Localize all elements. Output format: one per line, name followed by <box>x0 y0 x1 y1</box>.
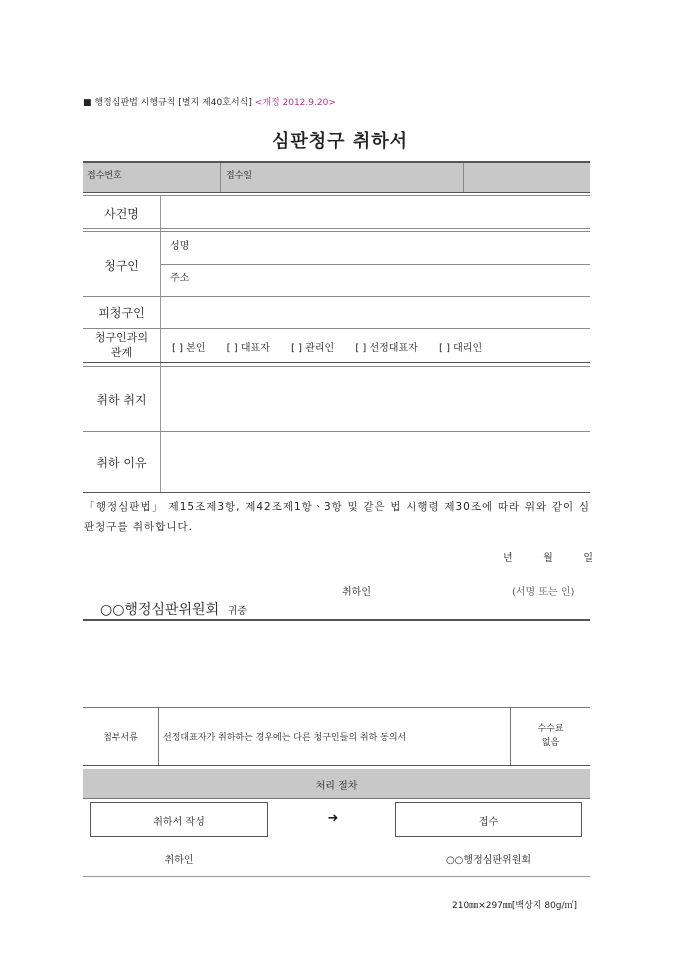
claimant-name-field[interactable] <box>200 233 590 261</box>
claimant-address-label: 주소 <box>170 273 190 284</box>
relation-label-line2: 관계 <box>110 346 133 359</box>
procedure-step2-label: 접수 <box>478 817 499 828</box>
fee-label: 수수료 <box>537 724 564 734</box>
form-reference-note <box>83 95 336 108</box>
date-line <box>503 549 593 564</box>
procedure-step1-label: 취하서 작성 <box>153 817 205 828</box>
procedure-rule <box>83 798 590 799</box>
relation-option-selected-representative[interactable]: [ ] 선정대표자 <box>355 343 418 354</box>
row-rule <box>83 228 590 229</box>
fee-value: 없음 <box>541 738 560 748</box>
signature-bottom-rule <box>83 619 590 621</box>
page-title: 심판청구 취하서 <box>272 131 408 152</box>
arrow-right-icon: ➜ <box>327 811 339 826</box>
relation-label <box>83 330 160 360</box>
paper-spec: 210㎜×297㎜[백상지 80g/㎡] <box>452 901 578 911</box>
receipt-date-label: 접수일 <box>226 171 253 181</box>
procedure-actor1: 취하인 <box>164 855 194 866</box>
claimant-label: 청구인 <box>104 259 139 273</box>
row-rule <box>161 264 590 265</box>
attachments-divider <box>158 707 159 765</box>
attachments-label: 첨부서류 <box>103 733 138 743</box>
signer-label: 취하인 <box>342 587 371 598</box>
receipt-number-label: 접수번호 <box>87 171 122 181</box>
row-rule <box>83 492 590 493</box>
addressee <box>100 599 247 619</box>
relation-options <box>172 339 500 354</box>
row-rule <box>83 231 590 232</box>
receipt-bar <box>83 163 590 192</box>
addressee-suffix: 귀중 <box>227 606 247 617</box>
relation-option-self[interactable]: [ ] 본인 <box>172 343 206 354</box>
date-year: 년 <box>503 553 513 564</box>
withdraw-scope-label: 취하 취지 <box>96 393 147 407</box>
date-day: 일 <box>583 553 593 564</box>
receipt-divider <box>220 163 221 192</box>
withdrawal-statement: 「행정심판법」 제15조제3항, 제42조제1항ㆍ3항 및 같은 법 시행령 제30조에 따라 위와 같이 심판청구를 취하합니다. <box>84 501 590 533</box>
relation-option-agent[interactable]: [ ] 대리인 <box>438 343 483 354</box>
withdraw-reason-field[interactable] <box>161 432 590 491</box>
claimant-name-label: 성명 <box>170 241 190 252</box>
form-reference-text: ■ 행정심판법 시행규칙 [별지 제40호서식] <box>83 98 252 108</box>
case-name-label: 사건명 <box>104 207 139 221</box>
revision-date: <개정 2012.9.20> <box>254 98 336 108</box>
receipt-bottom-rule <box>83 192 590 193</box>
respondent-label: 피청구인 <box>98 306 145 320</box>
respondent-field[interactable] <box>161 297 590 327</box>
relation-label-line1: 청구인과의 <box>94 331 149 344</box>
case-name-field[interactable] <box>161 196 590 226</box>
withdraw-scope-field[interactable] <box>161 367 590 430</box>
row-rule <box>83 362 590 363</box>
withdraw-reason-label: 취하 이유 <box>96 456 147 470</box>
relation-option-administrator[interactable]: [ ] 관리인 <box>291 343 335 354</box>
procedure-bottom-rule <box>83 876 590 877</box>
claimant-address-field[interactable] <box>200 266 590 294</box>
attachments-top-rule <box>83 707 590 708</box>
attachments-bottom-rule <box>83 765 590 766</box>
receipt-divider <box>463 163 464 192</box>
attachments-content: 선정대표자가 취하하는 경우에는 다른 청구인들의 취하 동의서 <box>163 733 407 743</box>
date-month: 월 <box>543 553 553 564</box>
row-rule <box>83 328 590 329</box>
procedure-title: 처리 절차 <box>315 781 358 792</box>
relation-option-representative[interactable]: [ ] 대표자 <box>226 343 270 354</box>
fee-box <box>511 722 590 750</box>
addressee-name: ○○행정심판위원회 <box>100 602 220 618</box>
signature-hint: (서명 또는 인) <box>512 587 575 598</box>
procedure-actor2: ○○행정심판위원회 <box>445 855 532 866</box>
